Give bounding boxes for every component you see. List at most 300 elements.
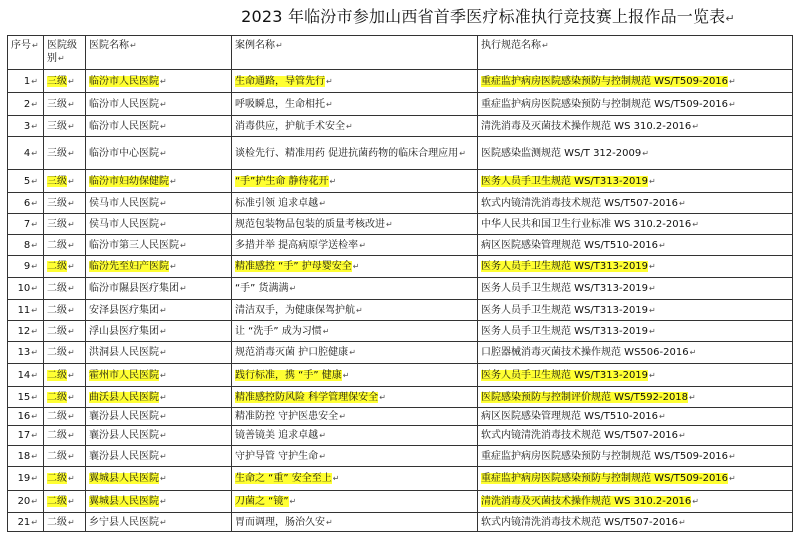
cell-case	[232, 364, 478, 387]
paragraph-mark-icon	[322, 326, 330, 337]
paragraph-mark-icon	[648, 370, 656, 381]
cell-standard	[478, 137, 793, 170]
cell-no-text: 3	[23, 120, 31, 132]
cell-no	[8, 214, 44, 235]
cell-standard	[478, 387, 793, 408]
paragraph-mark-icon	[30, 198, 38, 209]
paragraph-mark-icon	[159, 430, 167, 441]
title-text: 2023 年临汾市参加山西省首季医疗标准执行竞技赛上报作品一览表	[241, 7, 726, 26]
cell-level-text: 三级	[47, 175, 67, 187]
cell-case	[232, 408, 478, 426]
cell-hospital-text: 临汾市妇幼保健院	[89, 175, 169, 187]
cell-standard	[478, 321, 793, 342]
cell-standard	[478, 214, 793, 235]
cell-level-text: 三级	[47, 98, 67, 110]
paragraph-mark-icon	[30, 451, 38, 462]
cell-hospital	[86, 467, 232, 491]
cell-hospital-text: 襄汾县人民医院	[89, 430, 159, 441]
cell-standard	[478, 193, 793, 214]
cell-no-text: 1	[23, 75, 31, 87]
cell-case	[232, 342, 478, 364]
paragraph-mark-icon	[30, 76, 38, 87]
cell-hospital	[86, 387, 232, 408]
paragraph-mark-icon	[30, 392, 38, 403]
paragraph-mark-icon	[67, 148, 75, 159]
paragraph-mark-icon	[159, 392, 167, 403]
cell-standard	[478, 491, 793, 513]
paragraph-mark-icon	[688, 392, 696, 403]
paragraph-mark-icon	[648, 326, 656, 337]
paragraph-mark-icon	[318, 451, 326, 462]
cell-standard-text: 重症监护病房医院感染预防与控制规范 WS/T509-2016	[481, 98, 729, 110]
cell-hospital-text: 临汾市人民医院	[89, 98, 159, 110]
paragraph-mark-icon	[30, 99, 38, 110]
header-level: 医院级别 ↵	[44, 36, 86, 70]
cell-level	[44, 193, 86, 214]
paragraph-mark-icon	[159, 517, 167, 528]
cell-no	[8, 278, 44, 300]
cell-case-text: 守护导管 守护生命	[235, 450, 319, 462]
cell-standard	[478, 256, 793, 278]
paragraph-mark-icon	[30, 240, 38, 251]
paragraph-mark-icon	[169, 176, 177, 187]
cell-level-text: 二级	[47, 411, 67, 422]
paragraph-mark-icon	[325, 76, 333, 87]
paragraph-mark-icon	[30, 176, 38, 187]
table-row	[8, 491, 793, 513]
cell-case	[232, 116, 478, 137]
paragraph-mark-icon	[30, 347, 38, 358]
cell-case-text: 镜善镜美 追求卓越	[235, 430, 319, 441]
table-row	[8, 342, 793, 364]
paragraph-mark-icon	[159, 370, 167, 381]
paragraph-mark-icon	[159, 411, 167, 422]
paragraph-mark-icon	[648, 283, 656, 294]
cell-case	[232, 491, 478, 513]
cell-case-text: 多措并举 提高病原学送检率	[235, 239, 359, 251]
cell-hospital	[86, 342, 232, 364]
cell-no	[8, 70, 44, 93]
paragraph-mark-icon	[691, 121, 699, 132]
cell-case-text: 生命之 “重” 安全至上	[235, 473, 332, 484]
cell-no-text: 16	[17, 411, 31, 422]
cell-no-text: 12	[17, 325, 31, 337]
cell-level	[44, 256, 86, 278]
paragraph-mark-icon	[30, 219, 38, 230]
paragraph-mark-icon	[30, 411, 38, 422]
cell-no-text: 4	[23, 147, 31, 159]
cell-standard	[478, 300, 793, 321]
cell-hospital	[86, 446, 232, 467]
page-title	[0, 6, 800, 30]
paragraph-mark-icon	[691, 219, 699, 230]
cell-hospital-text: 侯马市人民医院	[89, 218, 159, 230]
cell-no	[8, 193, 44, 214]
cell-case-text: 胃而调理，肠治久安	[235, 516, 325, 528]
cell-no	[8, 467, 44, 491]
cell-standard-text: 病区医院感染管理规范 WS/T510-2016	[481, 239, 659, 251]
cell-hospital	[86, 193, 232, 214]
cell-hospital-text: 霍州市人民医院	[89, 369, 159, 381]
cell-level-text: 二级	[47, 283, 67, 294]
paragraph-mark-icon	[159, 198, 167, 209]
cell-case-text: “手” 货满满	[235, 283, 289, 294]
cell-standard-text: 软式内镜清洗消毒技术规范 WS/T507-2016	[481, 197, 679, 209]
paragraph-mark-icon	[30, 261, 38, 272]
paragraph-mark-icon	[67, 347, 75, 358]
cell-no-text: 20	[17, 496, 31, 507]
paragraph-mark-icon	[378, 392, 386, 403]
cell-standard-text: 医院感染监测规范 WS/T 312-2009	[481, 147, 642, 159]
paragraph-mark-icon	[169, 261, 177, 272]
paragraph-mark-icon	[348, 347, 356, 358]
paragraph-mark-icon	[678, 430, 686, 441]
cell-hospital	[86, 70, 232, 93]
paragraph-mark-icon	[67, 121, 75, 132]
paragraph-mark-icon	[159, 305, 167, 316]
cell-hospital-text: 临汾市中心医院	[89, 147, 159, 159]
paragraph-mark-icon	[159, 99, 167, 110]
cell-standard-text: 病区医院感染管理规范 WS/T510-2016	[481, 411, 659, 422]
table-row	[8, 170, 793, 193]
cell-hospital	[86, 137, 232, 170]
paragraph-mark-icon	[30, 517, 38, 528]
cell-level-text: 二级	[47, 369, 67, 381]
cell-hospital-text: 翼城县人民医院	[89, 496, 159, 507]
cell-hospital-text: 安泽县医疗集团	[89, 304, 159, 316]
cell-level	[44, 364, 86, 387]
cell-level	[44, 137, 86, 170]
cell-standard	[478, 70, 793, 93]
cell-level-text: 二级	[47, 347, 67, 358]
header-no: 序号 ↵	[8, 36, 44, 70]
cell-standard-text: 重症监护病房医院感染预防与控制规范 WS/T509-2016	[481, 450, 729, 462]
paragraph-mark-icon	[678, 198, 686, 209]
cell-standard-text: 医务人员手卫生规范 WS/T313-2019	[481, 283, 649, 294]
cell-case	[232, 70, 478, 93]
paragraph-mark-icon	[728, 99, 736, 110]
table-row	[8, 278, 793, 300]
cell-level	[44, 446, 86, 467]
cell-hospital	[86, 214, 232, 235]
cell-hospital-text: 襄汾县人民医院	[89, 450, 159, 462]
cell-no	[8, 342, 44, 364]
cell-level-text: 二级	[47, 430, 67, 441]
cell-standard-text: 医务人员手卫生规范 WS/T313-2019	[481, 369, 649, 381]
paragraph-mark-icon	[728, 451, 736, 462]
cell-standard	[478, 446, 793, 467]
cell-hospital-text: 临汾市隰县医疗集团	[89, 283, 179, 294]
paragraph-mark-icon	[30, 326, 38, 337]
cell-hospital	[86, 256, 232, 278]
cell-standard	[478, 513, 793, 532]
paragraph-mark-icon	[355, 305, 363, 316]
paragraph-mark-icon	[67, 517, 75, 528]
cell-no	[8, 93, 44, 116]
cell-case	[232, 387, 478, 408]
cell-standard-text: 医务人员手卫生规范 WS/T313-2019	[481, 325, 649, 337]
cell-standard	[478, 235, 793, 256]
cell-hospital	[86, 491, 232, 513]
table-row	[8, 70, 793, 93]
cell-level	[44, 116, 86, 137]
paragraph-mark-icon	[159, 326, 167, 337]
cell-standard-text: 医务人员手卫生规范 WS/T313-2019	[481, 175, 649, 187]
cell-case-text: 呼吸瞬息，生命相托	[235, 98, 325, 110]
cell-standard	[478, 116, 793, 137]
cell-level	[44, 300, 86, 321]
cell-level	[44, 93, 86, 116]
cell-standard	[478, 364, 793, 387]
cell-hospital	[86, 278, 232, 300]
cell-no	[8, 321, 44, 342]
cell-case	[232, 170, 478, 193]
cell-case	[232, 300, 478, 321]
paragraph-mark-icon	[159, 347, 167, 358]
cell-hospital-text: 临汾先至妇产医院	[89, 261, 169, 272]
cell-hospital	[86, 300, 232, 321]
paragraph-mark-icon	[67, 198, 75, 209]
cell-no-text: 5	[23, 175, 31, 187]
paragraph-mark-icon	[67, 305, 75, 316]
paragraph-mark-icon	[159, 121, 167, 132]
table-row	[8, 235, 793, 256]
cell-no-text: 17	[17, 430, 31, 441]
cell-standard	[478, 93, 793, 116]
paragraph-mark-icon	[67, 370, 75, 381]
cell-standard-text: 口腔器械消毒灭菌技术操作规范 WS506-2016	[481, 347, 689, 358]
cell-level-text: 二级	[47, 261, 67, 272]
cell-case-text: 让 “洗手” 成为习惯	[235, 325, 322, 337]
cell-hospital-text: 曲沃县人民医院	[89, 391, 159, 403]
cell-no	[8, 116, 44, 137]
cell-no-text: 18	[17, 450, 31, 462]
cell-hospital	[86, 235, 232, 256]
cell-level-text: 三级	[47, 75, 67, 87]
cell-case-text: 精准感控 “手” 护母婴安全	[235, 261, 352, 272]
paragraph-mark-icon	[648, 305, 656, 316]
cell-level-text: 二级	[47, 496, 67, 507]
cell-no	[8, 300, 44, 321]
table-row	[8, 214, 793, 235]
cell-level-text: 三级	[47, 218, 67, 230]
cell-case	[232, 235, 478, 256]
cell-case	[232, 446, 478, 467]
table-row	[8, 426, 793, 446]
cell-level-text: 二级	[47, 516, 67, 528]
paragraph-mark-icon	[67, 219, 75, 230]
cell-case-text: 践行标准，携 “手” 健康	[235, 369, 342, 381]
cell-standard-text: 软式内镜清洗消毒技术规范 WS/T507-2016	[481, 430, 679, 441]
cell-case	[232, 93, 478, 116]
cell-no	[8, 364, 44, 387]
paragraph-mark-icon	[728, 76, 736, 87]
paragraph-mark-icon	[159, 76, 167, 87]
cell-no-text: 9	[23, 261, 31, 272]
cell-level	[44, 467, 86, 491]
paragraph-mark-icon	[458, 148, 466, 159]
cell-level	[44, 170, 86, 193]
cell-no-text: 11	[17, 304, 31, 316]
cell-level-text: 三级	[47, 197, 67, 209]
cell-standard	[478, 426, 793, 446]
paragraph-mark-icon	[338, 411, 346, 422]
cell-case	[232, 193, 478, 214]
paragraph-mark-icon	[67, 261, 75, 272]
cell-level-text: 二级	[47, 239, 67, 251]
cell-no	[8, 137, 44, 170]
cell-hospital-text: 临汾市第三人民医院	[89, 239, 179, 251]
paragraph-mark-icon	[179, 283, 187, 294]
paragraph-mark-icon	[289, 496, 297, 507]
cell-level	[44, 387, 86, 408]
paragraph-mark-icon	[67, 283, 75, 294]
cell-no-text: 15	[17, 391, 31, 403]
cell-level-text: 二级	[47, 325, 67, 337]
cell-level	[44, 70, 86, 93]
cell-no	[8, 408, 44, 426]
cell-standard	[478, 467, 793, 491]
cell-no	[8, 170, 44, 193]
paragraph-mark-icon	[325, 99, 333, 110]
cell-level	[44, 408, 86, 426]
cell-case-text: 谈检先行、精准用药 促进抗菌药物的临床合理应用	[235, 147, 459, 159]
header-standard: 执行规范名称 ↵	[478, 36, 793, 70]
paragraph-mark-icon	[325, 517, 333, 528]
cell-hospital	[86, 408, 232, 426]
paragraph-mark-icon	[318, 430, 326, 441]
paragraph-mark-icon	[67, 326, 75, 337]
cell-case-text: 清洁双手，为健康保驾护航	[235, 304, 355, 316]
cell-level-text: 三级	[47, 120, 67, 132]
paragraph-mark-icon	[345, 121, 353, 132]
cell-case	[232, 467, 478, 491]
paragraph-mark-icon	[67, 99, 75, 110]
cell-hospital-text: 洪洞县人民医院	[89, 347, 159, 358]
cell-standard-text: 重症监护病房医院感染预防与控制规范 WS/T509-2016	[481, 473, 729, 484]
paragraph-mark-icon	[30, 148, 38, 159]
cell-level	[44, 214, 86, 235]
cell-standard-text: 清洗消毒及灭菌技术操作规范 WS 310.2-2016	[481, 120, 692, 132]
paragraph-mark-icon	[67, 430, 75, 441]
table-row	[8, 93, 793, 116]
cell-no-text: 21	[17, 516, 31, 528]
cell-hospital	[86, 93, 232, 116]
cell-no-text: 19	[17, 473, 31, 484]
paragraph-mark-icon	[30, 121, 38, 132]
cell-level-text: 二级	[47, 391, 67, 403]
paragraph-mark-icon: ↵	[725, 12, 735, 25]
header-hospital: 医院名称 ↵	[86, 36, 232, 70]
cell-case	[232, 426, 478, 446]
paragraph-mark-icon	[159, 473, 167, 484]
cell-no	[8, 491, 44, 513]
paragraph-mark-icon	[728, 473, 736, 484]
table-row	[8, 137, 793, 170]
header-case: 案例名称 ↵	[232, 36, 478, 70]
table-row	[8, 513, 793, 532]
paragraph-mark-icon	[179, 240, 187, 251]
cell-hospital-text: 临汾市人民医院	[89, 75, 159, 87]
cell-case	[232, 256, 478, 278]
cell-case-text: 刀菌之 “镜”	[235, 496, 289, 507]
table-row	[8, 193, 793, 214]
cell-hospital	[86, 513, 232, 532]
cell-hospital-text: 襄汾县人民医院	[89, 411, 159, 422]
cell-no-text: 10	[17, 283, 31, 294]
table-row	[8, 300, 793, 321]
paragraph-mark-icon	[658, 240, 666, 251]
cell-no-text: 6	[23, 197, 31, 209]
cell-case-text: “手”护生命 静待花开	[235, 175, 329, 187]
paragraph-mark-icon	[67, 176, 75, 187]
cell-hospital	[86, 321, 232, 342]
cell-hospital-text: 临汾市人民医院	[89, 120, 159, 132]
cell-no-text: 2	[23, 98, 31, 110]
cell-no-text: 14	[17, 369, 31, 381]
table-row	[8, 387, 793, 408]
table-row	[8, 467, 793, 491]
paragraph-mark-icon	[67, 392, 75, 403]
cell-level	[44, 342, 86, 364]
cell-no	[8, 513, 44, 532]
paragraph-mark-icon	[691, 496, 699, 507]
table-row	[8, 408, 793, 426]
cell-case-text: 规范消毒灭菌 护口腔健康	[235, 347, 349, 358]
paragraph-mark-icon	[352, 261, 360, 272]
cell-hospital	[86, 426, 232, 446]
paragraph-mark-icon	[641, 148, 649, 159]
paragraph-mark-icon	[658, 411, 666, 422]
cell-level	[44, 426, 86, 446]
paragraph-mark-icon	[30, 370, 38, 381]
table-row	[8, 364, 793, 387]
cell-case-text: 规范包装物品包装的质量考核改进	[235, 218, 385, 230]
paragraph-mark-icon	[648, 261, 656, 272]
cell-standard	[478, 342, 793, 364]
cell-hospital-text: 浮山县医疗集团	[89, 325, 159, 337]
cell-no	[8, 387, 44, 408]
works-table	[7, 35, 793, 532]
cell-standard	[478, 408, 793, 426]
paragraph-mark-icon	[30, 496, 38, 507]
paragraph-mark-icon	[30, 430, 38, 441]
cell-case	[232, 321, 478, 342]
paragraph-mark-icon	[318, 198, 326, 209]
cell-standard-text: 重症监护病房医院感染预防与控制规范 WS/T509-2016	[481, 75, 729, 87]
cell-level	[44, 278, 86, 300]
cell-case	[232, 513, 478, 532]
paragraph-mark-icon	[648, 176, 656, 187]
cell-case	[232, 278, 478, 300]
paragraph-mark-icon	[678, 517, 686, 528]
paragraph-mark-icon	[67, 451, 75, 462]
cell-hospital-text: 侯马市人民医院	[89, 197, 159, 209]
paragraph-mark-icon	[67, 496, 75, 507]
cell-standard-text: 中华人民共和国卫生行业标准 WS 310.2-2016	[481, 218, 692, 230]
paragraph-mark-icon	[30, 305, 38, 316]
cell-standard-text: 医务人员手卫生规范 WS/T313-2019	[481, 261, 649, 272]
paragraph-mark-icon	[332, 473, 340, 484]
cell-no-text: 8	[23, 239, 31, 251]
paragraph-mark-icon	[385, 219, 393, 230]
cell-no-text: 13	[17, 347, 31, 358]
cell-level-text: 二级	[47, 450, 67, 462]
table-row	[8, 446, 793, 467]
table-header-row	[8, 36, 793, 70]
cell-hospital-text: 翼城县人民医院	[89, 473, 159, 484]
cell-case-text: 精准防控 守护医患安全	[235, 411, 339, 422]
